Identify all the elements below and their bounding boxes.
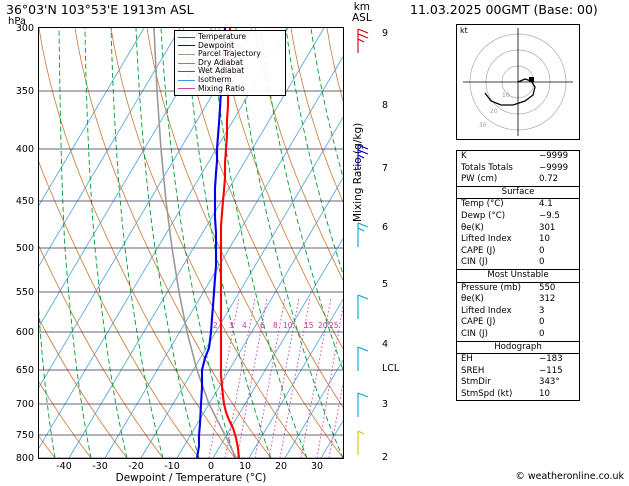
index-key-stmspd: StmSpd (kt) (461, 388, 513, 399)
wind-barb-column (344, 27, 378, 459)
datetime-title: 11.03.2025 00GMT (Base: 00) (410, 2, 598, 17)
hodograph-svg (457, 25, 579, 139)
legend-label-temperature: Temperature (198, 32, 247, 41)
index-row-surface-cape (457, 246, 579, 258)
index-row-k (457, 151, 579, 163)
legend-label-dry-adiabat: Dry Adiabat (198, 57, 243, 67)
mixing-ratio-value-labels (213, 321, 339, 330)
wind-barb-500 (358, 223, 368, 247)
hodograph-plot (456, 24, 580, 140)
index-key-mu-cape: CAPE (J) (461, 317, 496, 328)
legend-label-mixing-ratio: Mixing Ratio (198, 83, 245, 93)
legend-label-isotherm: Isotherm (198, 74, 232, 84)
legend-swatch-parcel-trajectory (178, 54, 195, 55)
index-key-surface-thetae: θe(K) (461, 222, 484, 233)
index-value-surface-cape: 0 (539, 245, 545, 256)
info-panel (406, 0, 629, 486)
temp-tick--30: -30 (92, 461, 108, 472)
index-key-sreh: SREH (461, 365, 485, 376)
index-row-stmspd (457, 389, 579, 401)
temp-tick--40: -40 (56, 461, 72, 472)
height-tick-8: 8 (382, 100, 389, 111)
svg-text:8: 8 (273, 321, 278, 330)
index-row-surface-lifted-index (457, 234, 579, 246)
index-value-mu-pressure: 550 (539, 282, 556, 293)
height-axis-unit (352, 2, 372, 24)
temp-tick-0: 0 (207, 461, 215, 472)
pressure-axis-unit: hPa (8, 16, 27, 27)
svg-text:3: 3 (229, 321, 234, 330)
indices-table (456, 150, 580, 401)
temp-tick-20: 20 (274, 461, 288, 472)
index-key-surface-cape: CAPE (J) (461, 245, 496, 256)
legend-item-mixing-ratio (178, 85, 282, 94)
pressure-tick-600: 600 (15, 327, 34, 338)
temp-tick--20: -20 (128, 461, 144, 472)
index-value-surface-dewp: −9.5 (539, 210, 560, 221)
pressure-tick-300: 300 (15, 23, 34, 34)
height-tick-7: 7 (382, 163, 389, 174)
index-value-totals-totals: −9999 (539, 162, 569, 173)
svg-text:10: 10 (502, 92, 510, 99)
pressure-gridlines (39, 91, 343, 458)
index-key-mu-lifted-index: Lifted Index (461, 305, 512, 316)
hodograph-unit-label: kt (460, 26, 468, 35)
index-row-mu-thetae (457, 294, 579, 306)
svg-text:15: 15 (304, 321, 314, 330)
index-key-eh: EH (461, 354, 473, 365)
index-row-mu-cin (457, 329, 579, 341)
temp-tick-30: 30 (310, 461, 324, 472)
pressure-tick-450: 450 (15, 196, 34, 207)
hodograph-trace (485, 79, 535, 105)
lcl-label: LCL (382, 363, 400, 374)
legend-label-parcel-trajectory: Parcel Trajectory (198, 49, 261, 59)
pressure-tick-400: 400 (15, 144, 34, 155)
chart-legend (174, 30, 286, 96)
legend-swatch-mixing-ratio (178, 88, 195, 89)
legend-swatch-wet-adiabat (178, 71, 195, 72)
index-row-pw (457, 174, 579, 186)
svg-text:4: 4 (242, 321, 247, 330)
index-row-surface-thetae (457, 223, 579, 235)
index-value-mu-thetae: 312 (539, 294, 556, 305)
pressure-tick-350: 350 (15, 86, 34, 97)
index-value-stmdir: 343° (539, 377, 560, 388)
svg-text:20: 20 (318, 321, 328, 330)
index-value-surface-thetae: 301 (539, 222, 556, 233)
legend-swatch-dewpoint (178, 45, 195, 46)
index-value-surface-temp: 4.1 (539, 199, 553, 210)
section-header-hodograph: Hodograph (457, 341, 579, 355)
svg-text:20: 20 (490, 108, 498, 115)
index-key-surface-cin: CIN (J) (461, 257, 488, 268)
legend-swatch-isotherm (178, 80, 195, 81)
wind-barb-600 (358, 295, 368, 319)
svg-text:30: 30 (479, 122, 487, 129)
hodograph-storm-motion-marker (529, 77, 534, 82)
legend-label-dewpoint: Dewpoint (198, 40, 235, 50)
index-row-sreh (457, 366, 579, 378)
station-title: 36°03'N 103°53'E 1913m ASL (6, 2, 194, 17)
index-key-surface-lifted-index: Lifted Index (461, 234, 512, 245)
svg-text:25: 25 (329, 321, 339, 330)
pressure-tick-800: 800 (15, 453, 34, 464)
index-value-eh: −183 (539, 354, 563, 365)
index-row-mu-pressure (457, 283, 579, 295)
index-key-mu-thetae: θe(K) (461, 294, 484, 305)
index-key-stmdir: StmDir (461, 377, 491, 388)
index-key-k: K (461, 151, 467, 161)
height-unit-km: km (353, 1, 370, 13)
index-key-surface-dewp: Dewp (°C) (461, 210, 506, 221)
index-row-surface-dewp (457, 211, 579, 223)
index-value-surface-cin: 0 (539, 257, 545, 268)
mixing-ratio-axis-title: Mixing Ratio (g/kg) (352, 122, 364, 222)
height-tick-6: 6 (382, 222, 389, 233)
index-value-mu-cape: 0 (539, 317, 545, 328)
legend-swatch-dry-adiabat (178, 63, 195, 64)
index-key-mu-cin: CIN (J) (461, 328, 488, 339)
wind-barb-850 (358, 431, 364, 455)
pressure-tick-500: 500 (15, 243, 34, 254)
section-header-surface: Surface (457, 186, 579, 200)
index-row-totals-totals (457, 163, 579, 175)
index-row-stmdir (457, 377, 579, 389)
index-value-pw: 0.72 (539, 174, 559, 185)
wind-barb-400 (358, 145, 368, 169)
index-value-k: −9999 (539, 151, 569, 161)
wind-barb-300 (358, 29, 368, 53)
height-tick-5: 5 (382, 279, 389, 290)
pressure-tick-700: 700 (15, 399, 34, 410)
index-value-mu-cin: 0 (539, 328, 545, 339)
svg-text:10: 10 (283, 321, 293, 330)
index-row-surface-temp (457, 199, 579, 211)
legend-swatch-temperature (178, 37, 195, 38)
index-row-eh (457, 354, 579, 366)
temp-tick--10: -10 (164, 461, 180, 472)
pressure-tick-650: 650 (15, 365, 34, 376)
legend-label-wet-adiabat: Wet Adiabat (198, 66, 245, 76)
index-value-surface-lifted-index: 10 (539, 234, 550, 245)
index-key-totals-totals: Totals Totals (461, 162, 513, 173)
pressure-tick-550: 550 (15, 287, 34, 298)
index-key-mu-pressure: Pressure (mb) (461, 282, 521, 293)
index-row-mu-lifted-index (457, 306, 579, 318)
height-tick-3: 3 (382, 399, 389, 410)
index-value-mu-lifted-index: 3 (539, 305, 545, 316)
index-key-pw: PW (cm) (461, 174, 498, 185)
wind-barb-700 (358, 347, 368, 371)
wind-barb-780 (358, 393, 368, 417)
height-tick-2: 2 (382, 452, 389, 463)
pressure-tick-750: 750 (15, 430, 34, 441)
temp-tick-10: 10 (238, 461, 252, 472)
index-value-stmspd: 10 (539, 388, 550, 399)
svg-text:2: 2 (213, 321, 218, 330)
index-key-surface-temp: Temp (°C) (461, 199, 504, 210)
x-axis-title: Dewpoint / Temperature (°C) (115, 472, 267, 484)
height-unit-asl: ASL (352, 12, 372, 24)
svg-text:6: 6 (260, 321, 265, 330)
section-header-most-unstable: Most Unstable (457, 269, 579, 283)
index-value-sreh: −115 (539, 365, 563, 376)
index-row-mu-cape (457, 317, 579, 329)
height-tick-4: 4 (382, 339, 389, 350)
copyright-credit: © weatheronline.co.uk (515, 471, 624, 482)
height-tick-9: 9 (382, 28, 389, 39)
index-row-surface-cin (457, 257, 579, 269)
